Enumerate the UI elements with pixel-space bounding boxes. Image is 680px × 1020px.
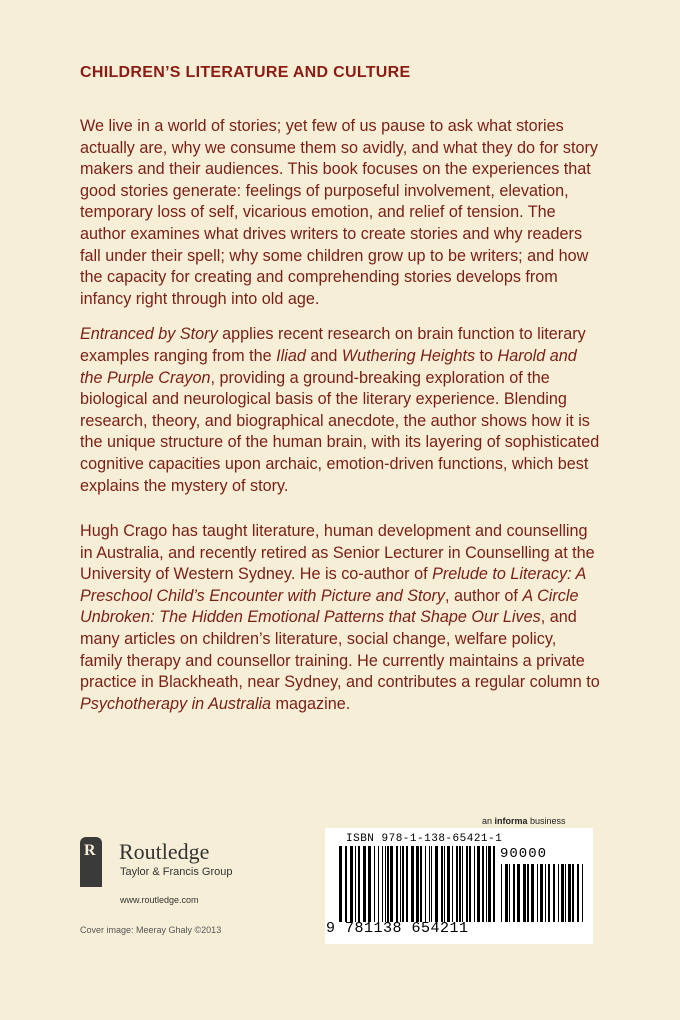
blurb-paragraph-2 xyxy=(80,324,600,497)
work-title: Harold and the Purple Crayon xyxy=(80,346,577,387)
barcode-bar xyxy=(509,864,510,922)
barcode-bar xyxy=(382,846,383,922)
barcode-bar xyxy=(406,846,408,922)
barcode-bar xyxy=(553,864,555,922)
barcode-bar xyxy=(350,846,353,922)
barcode-bar xyxy=(411,846,414,922)
barcode-bar xyxy=(517,864,520,922)
barcode-bar xyxy=(358,846,360,922)
barcode-bar xyxy=(493,846,495,922)
barcode-bar xyxy=(513,864,515,922)
barcode-bar xyxy=(482,846,484,922)
text-run: , and many articles on children’s literature, social change, welfare policy, family therapy and counsellor training. He currently maintains a private practice in Blackheath, near Sydney, and contributes a regular column to xyxy=(80,608,600,692)
blurb xyxy=(80,116,600,729)
barcode-bar xyxy=(420,846,422,922)
informa-tagline xyxy=(482,816,566,826)
price-code: 90000 xyxy=(500,846,548,862)
informa-word: informa xyxy=(494,816,528,826)
text-run: Hugh Crago has taught literature, human development and counselling in Australia, and recently retired as Senior Lecturer in Counselling at the University of Western Sydney. He is co-author of xyxy=(80,522,595,584)
publisher-name: Routledge xyxy=(119,839,210,864)
work-title: Wuthering Heights xyxy=(341,346,476,365)
author-bio xyxy=(80,521,600,715)
publisher-group: Taylor & Francis Group xyxy=(120,866,233,878)
isbn-label: ISBN 978-1-138-65421-1 xyxy=(346,833,503,845)
barcode-bar xyxy=(416,846,419,922)
text-run: , providing a ground-breaking exploration of the biological and neurological basis of the literary experience. Blending research, theory, and biographical anecdote, the author shows how it is the unique structure of the human brain, with its layering of sophisticated cognitive capacities upon archaic, emotion-driven functions, which best explains the mystery of story. xyxy=(80,368,600,495)
barcode-bar xyxy=(527,864,529,922)
text-run: and xyxy=(305,346,342,365)
barcode-bar xyxy=(469,846,471,922)
work-title: Prelude to Literacy: A Preschool Child’s Encounter with Picture and Story xyxy=(80,565,586,605)
text-run: applies recent research on brain function to literary examples ranging from the xyxy=(80,325,586,365)
barcode-bar xyxy=(374,846,375,922)
book-title: Entranced by Story xyxy=(80,325,218,344)
barcode-bar xyxy=(540,864,543,922)
publisher-url[interactable]: www.routledge.com xyxy=(120,895,199,905)
barcode-bar xyxy=(561,864,564,922)
barcode-bar xyxy=(396,846,398,922)
barcode-bar xyxy=(345,846,347,922)
barcode-bar xyxy=(402,846,404,922)
barcode-bar xyxy=(466,846,468,922)
barcode-bar xyxy=(501,864,502,922)
text-run: , author of xyxy=(445,586,523,605)
ean-digits: 9 781138 654211 xyxy=(326,920,469,937)
blurb-paragraph-1: We live in a world of stories; yet few of us pause to ask what stories actually are, why we consume them so avidly, and what they do for story makers and their audiences. This book focuses on the experiences that good stories generate: feelings of purposeful involvement, elevation, temporary loss of self, vicarious emotion, and relief of tension. The author examines what drives writers to create stories and why readers fall under their spell; why some children grow up to be writers; and how the capacity for creating and comprehending stories develops from infancy right through into old age. xyxy=(80,117,598,308)
barcode-bar xyxy=(400,846,401,922)
barcode-bar xyxy=(582,864,583,922)
barcode-bar xyxy=(456,846,458,922)
cover-credit: Cover image: Meeray Ghaly ©2013 xyxy=(80,925,222,935)
barcode-bar xyxy=(452,846,453,922)
barcode-bar xyxy=(429,846,430,922)
work-title: Psychotherapy in Australia xyxy=(80,694,272,713)
series-heading: CHILDREN’S LITERATURE AND CULTURE xyxy=(80,64,411,81)
barcode-bar xyxy=(425,846,426,922)
barcode-bar xyxy=(390,846,393,922)
barcode-bar xyxy=(385,846,386,922)
work-title: A Circle Unbroken: The Hidden Emotional Patterns that Shape Our Lives xyxy=(80,586,579,627)
barcode-bar xyxy=(355,846,356,922)
text-run: to xyxy=(475,346,498,365)
barcode-bar xyxy=(537,864,538,922)
barcode-bar xyxy=(486,846,487,922)
text-run: magazine. xyxy=(271,694,351,713)
barcode-bar xyxy=(548,864,550,922)
barcode-bar xyxy=(441,846,443,922)
barcode-bar xyxy=(477,846,480,922)
barcode-bar xyxy=(378,846,379,922)
work-title: Iliad xyxy=(276,346,306,365)
barcode-bar xyxy=(488,846,491,922)
barcode-bar xyxy=(577,864,579,922)
barcode-bar xyxy=(459,846,461,922)
barcode-bar xyxy=(387,846,389,922)
barcode-bar xyxy=(431,846,432,922)
barcode-bar xyxy=(558,864,559,922)
barcode-bar xyxy=(545,864,546,922)
barcode-bar xyxy=(363,846,366,922)
text-run: an xyxy=(482,816,495,826)
routledge-logo-letter: R xyxy=(84,842,96,859)
barcode-bar xyxy=(572,864,574,922)
barcode-bar xyxy=(444,846,445,922)
barcode-bar xyxy=(339,846,342,922)
barcode-bar xyxy=(568,864,571,922)
barcode-bar xyxy=(474,846,475,922)
barcode-bar xyxy=(447,846,450,922)
barcode-bar xyxy=(531,864,534,922)
barcode-bar xyxy=(505,864,508,922)
barcode-bar xyxy=(462,846,463,922)
barcode-bar xyxy=(368,846,371,922)
text-run: business xyxy=(527,816,566,826)
barcode-bar xyxy=(565,864,566,922)
barcode-bar xyxy=(523,864,526,922)
barcode-bar xyxy=(435,846,438,922)
